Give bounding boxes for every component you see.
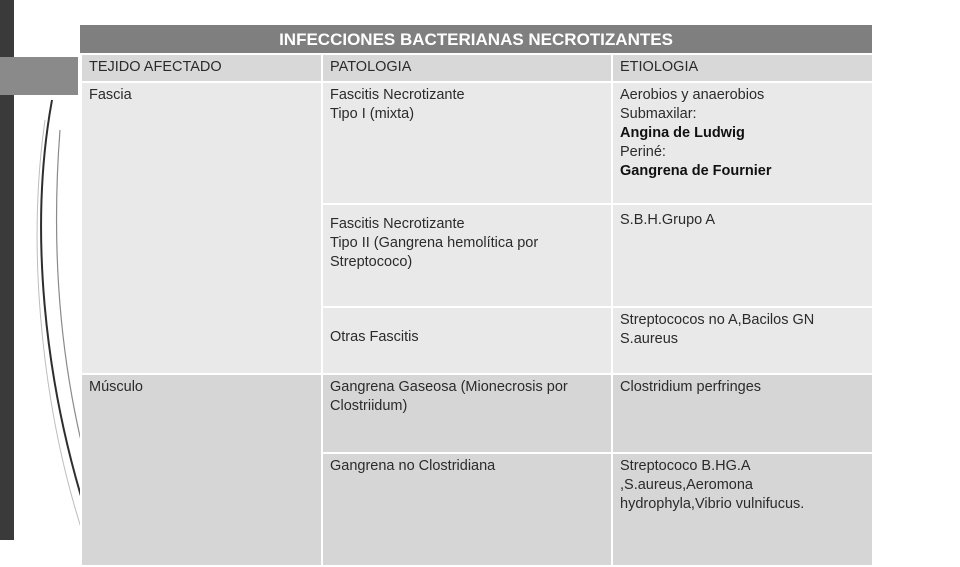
cell-line: S.B.H.Grupo A: [620, 212, 716, 228]
cell-line: Angina de Ludwig: [620, 125, 745, 141]
header-etiology: ETIOLOGIA: [612, 54, 873, 82]
header-row: [81, 54, 873, 82]
cell-line: Streptococos no A,Bacilos GN: [620, 312, 815, 328]
etiology-cell: [612, 374, 873, 453]
pathology-cell: [322, 204, 612, 307]
etiology-cell: [612, 307, 873, 374]
cell-line: Clostridium perfringes: [620, 379, 762, 395]
cell-line: Otras Fascitis: [330, 329, 419, 345]
table-row: [81, 374, 873, 453]
cell-line: Fascitis Necrotizante: [330, 87, 465, 103]
cell-line: Aerobios y anaerobios: [620, 87, 765, 103]
cell-line: Submaxilar:: [620, 106, 697, 122]
pathology-cell: [322, 374, 612, 453]
cell-line: Gangrena no Clostridiana: [330, 458, 496, 474]
header-tissue: TEJIDO AFECTADO: [81, 54, 322, 82]
table-title: INFECCIONES BACTERIANAS NECROTIZANTES: [80, 25, 872, 53]
cell-line: Streptococo B.HG.A: [620, 458, 751, 474]
pathology-cell: [322, 307, 612, 374]
etiology-cell: [612, 82, 873, 204]
cell-line: Gangrena de Fournier: [620, 163, 772, 179]
cell-line: Tipo II (Gangrena hemolítica por: [330, 235, 539, 251]
cell-line: S.aureus: [620, 331, 679, 347]
cell-line: Periné:: [620, 144, 666, 160]
pathology-cell: [322, 82, 612, 204]
table-row: [81, 82, 873, 204]
tissue-cell-fascia: Fascia: [81, 82, 322, 374]
cell-line: Fascitis Necrotizante: [330, 216, 465, 232]
cell-line: Clostriidum): [330, 398, 408, 414]
etiology-cell: [612, 204, 873, 307]
header-pathology: PATOLOGIA: [322, 54, 612, 82]
cell-line: Gangrena Gaseosa (Mionecrosis por: [330, 379, 568, 395]
pathology-cell: [322, 453, 612, 566]
cell-line: ,S.aureus,Aeromona: [620, 477, 753, 493]
cell-line: hydrophyla,Vibrio vulnifucus.: [620, 496, 805, 512]
infections-table: [80, 25, 872, 530]
cell-line: Tipo I (mixta): [330, 106, 415, 122]
tissue-cell-musculo: Músculo: [81, 374, 322, 566]
cell-line: Streptococo): [330, 254, 413, 270]
etiology-cell: [612, 453, 873, 566]
